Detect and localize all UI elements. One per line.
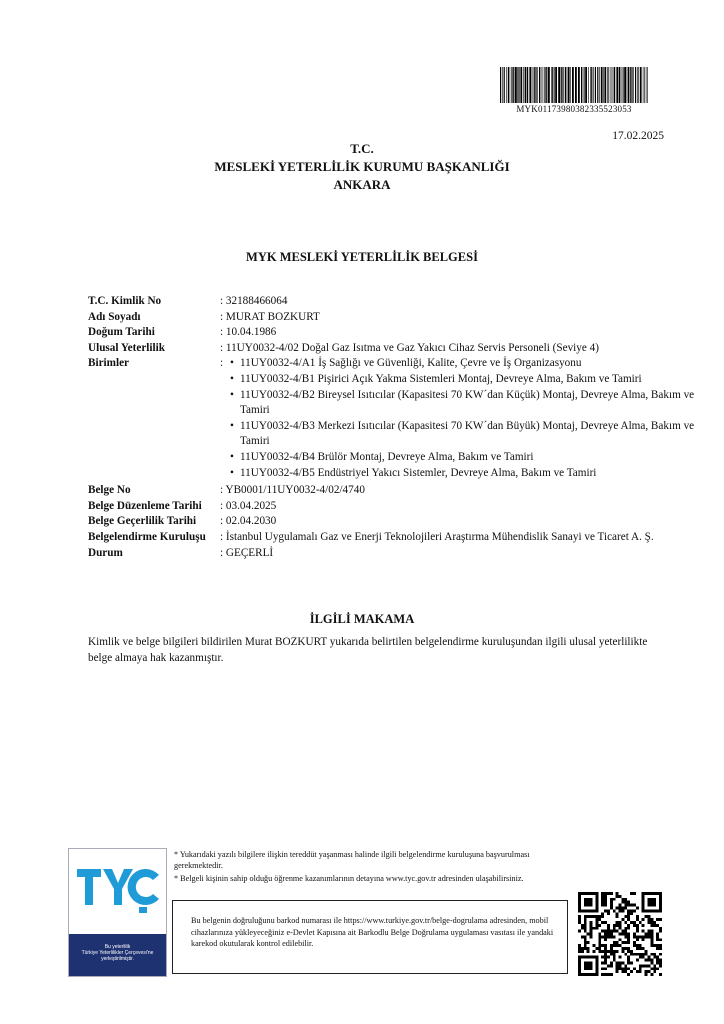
unit-item: • 11UY0032-4/B5 Endüstriyel Yakıcı Sistemler, Devreye Alma, Bakım ve Tamiri bbox=[220, 466, 698, 482]
field-row-name bbox=[88, 310, 698, 326]
valid-label: Belge Geçerlilik Tarihi bbox=[88, 515, 197, 528]
unit-item: • 11UY0032-4/B3 Merkezi Isıtıcılar (Kapasitesi 70 KW´dan Büyük) Montaj, Devreye Alma, Bakım ve Tamiri bbox=[220, 419, 698, 450]
verification-box bbox=[172, 900, 568, 974]
issue-date: 17.02.2025 bbox=[612, 130, 664, 142]
field-row-valid bbox=[88, 514, 698, 530]
unit-item: • 11UY0032-4/B4 Brülör Montaj, Devreye Alma, Bakım ve Tamiri bbox=[220, 450, 698, 466]
cert-no-value: : YB0001/11UY0032-4/02/4740 bbox=[220, 484, 365, 497]
field-row-body bbox=[88, 530, 698, 546]
field-row-tc bbox=[88, 294, 698, 310]
cert-no-label: Belge No bbox=[88, 484, 131, 497]
qr-code-image bbox=[578, 892, 662, 976]
footnotes bbox=[174, 849, 564, 884]
field-row-units bbox=[88, 356, 698, 481]
units-label: Birimler bbox=[88, 357, 130, 370]
header-line-3: ANKARA bbox=[333, 177, 391, 192]
section-title: İLGİLİ MAKAMA bbox=[309, 612, 415, 626]
valid-value: : 02.04.2030 bbox=[220, 515, 277, 528]
issued-value: : 03.04.2025 bbox=[220, 499, 277, 512]
field-row-issued bbox=[88, 499, 698, 515]
body-value: : İstanbul Uygulamalı Gaz ve Enerji Teknolojileri Araştırma Mühendislik Sanayi ve Ticaret A. Ş. bbox=[220, 530, 654, 543]
unit-item: • 11UY0032-4/A1 İş Sağlığı ve Güvenliği, Kalite, Çevre ve İş Organizasyonu bbox=[220, 356, 698, 372]
unit-item: • 11UY0032-4/B2 Bireysel Isıtıcılar (Kapasitesi 70 KW´dan Küçük) Montaj, Devreye Alma, Bakım ve Tamiri bbox=[220, 388, 698, 419]
field-row-dob bbox=[88, 325, 698, 341]
footnote-1: * Yukarıdaki yazılı bilgilere ilişkin tereddüt yaşanması halinde ilgili belgelendirme kuruluşuna başvurulması gerekmektedir. bbox=[174, 850, 530, 870]
dob-label: Doğum Tarihi bbox=[88, 326, 155, 339]
qualification-label: Ulusal Yeterlilik bbox=[88, 341, 165, 354]
field-row-cert-no bbox=[88, 483, 698, 499]
tyc-logo bbox=[68, 848, 167, 977]
header-line-1: T.C. bbox=[350, 141, 374, 156]
units-list bbox=[220, 356, 698, 481]
tyc-logo-mark bbox=[69, 849, 166, 931]
units-value bbox=[220, 356, 698, 481]
name-value: : MURAT BOZKURT bbox=[220, 310, 320, 323]
name-label: Adı Soyadı bbox=[88, 310, 141, 323]
body-label: Belgelendirme Kuruluşu bbox=[88, 530, 206, 543]
units-colon: : bbox=[220, 357, 224, 370]
issued-label: Belge Düzenleme Tarihi bbox=[88, 499, 202, 512]
certificate-fields bbox=[88, 294, 698, 561]
tyc-logo-caption bbox=[69, 934, 166, 976]
status-label: Durum bbox=[88, 546, 123, 559]
dob-value: : 10.04.1986 bbox=[220, 326, 277, 339]
barcode-number: MYK01173980382335523053 bbox=[516, 104, 632, 114]
footnote-2: * Belgeli kişinin sahip olduğu öğrenme kazanımlarının detayına www.tyc.gov.tr adresinden ulaşabilirsiniz. bbox=[174, 874, 524, 883]
tc-value: : 32188466064 bbox=[220, 295, 288, 307]
qualification-value: : 11UY0032-4/02 Doğal Gaz Isıtma ve Gaz Yakıcı Cihaz Servis Personeli (Seviye 4) bbox=[220, 341, 599, 354]
field-row-qualification bbox=[88, 341, 698, 357]
tyc-logo-icon bbox=[69, 849, 166, 931]
logo-caption-line-1: Bu yeterlilik bbox=[104, 944, 131, 950]
logo-caption-line-3: yerleştirilmiştir. bbox=[101, 956, 134, 962]
verification-text: Bu belgenin doğruluğunu barkod numarası ile https://www.turkiye.gov.tr/belge-dogrulama adresinden, mobil cihazlarınıza yükleyeceğiniz e-Devlet Kapısına ait Barkodlu Belge Doğrulama uygulaması vasıtası ile yandaki karekod okutularak kontrol edilebilir. bbox=[191, 916, 554, 948]
unit-item: • 11UY0032-4/B1 Pişirici Açık Yakma Sistemleri Montaj, Devreye Alma, Bakım ve Tamiri bbox=[220, 372, 698, 388]
tc-label: T.C. Kimlik No bbox=[88, 295, 162, 307]
logo-caption-line-2: Türkiye Yeterlilikler Çerçevesi'ne bbox=[81, 950, 154, 956]
document-title: MYK MESLEKİ YETERLİLİK BELGESİ bbox=[246, 250, 478, 264]
notice-text: Kimlik ve belge bilgileri bildirilen Murat BOZKURT yukarıda belirtilen belgelendirme kuruluşundan ilgili ulusal yeterlilikte belge almaya hak kazanmıştır. bbox=[88, 636, 648, 664]
barcode-image bbox=[500, 67, 648, 103]
header-line-2: MESLEKİ YETERLİLİK KURUMU BAŞKANLIĞI bbox=[214, 159, 510, 174]
field-row-status bbox=[88, 546, 698, 562]
status-value: : GEÇERLİ bbox=[220, 546, 274, 559]
